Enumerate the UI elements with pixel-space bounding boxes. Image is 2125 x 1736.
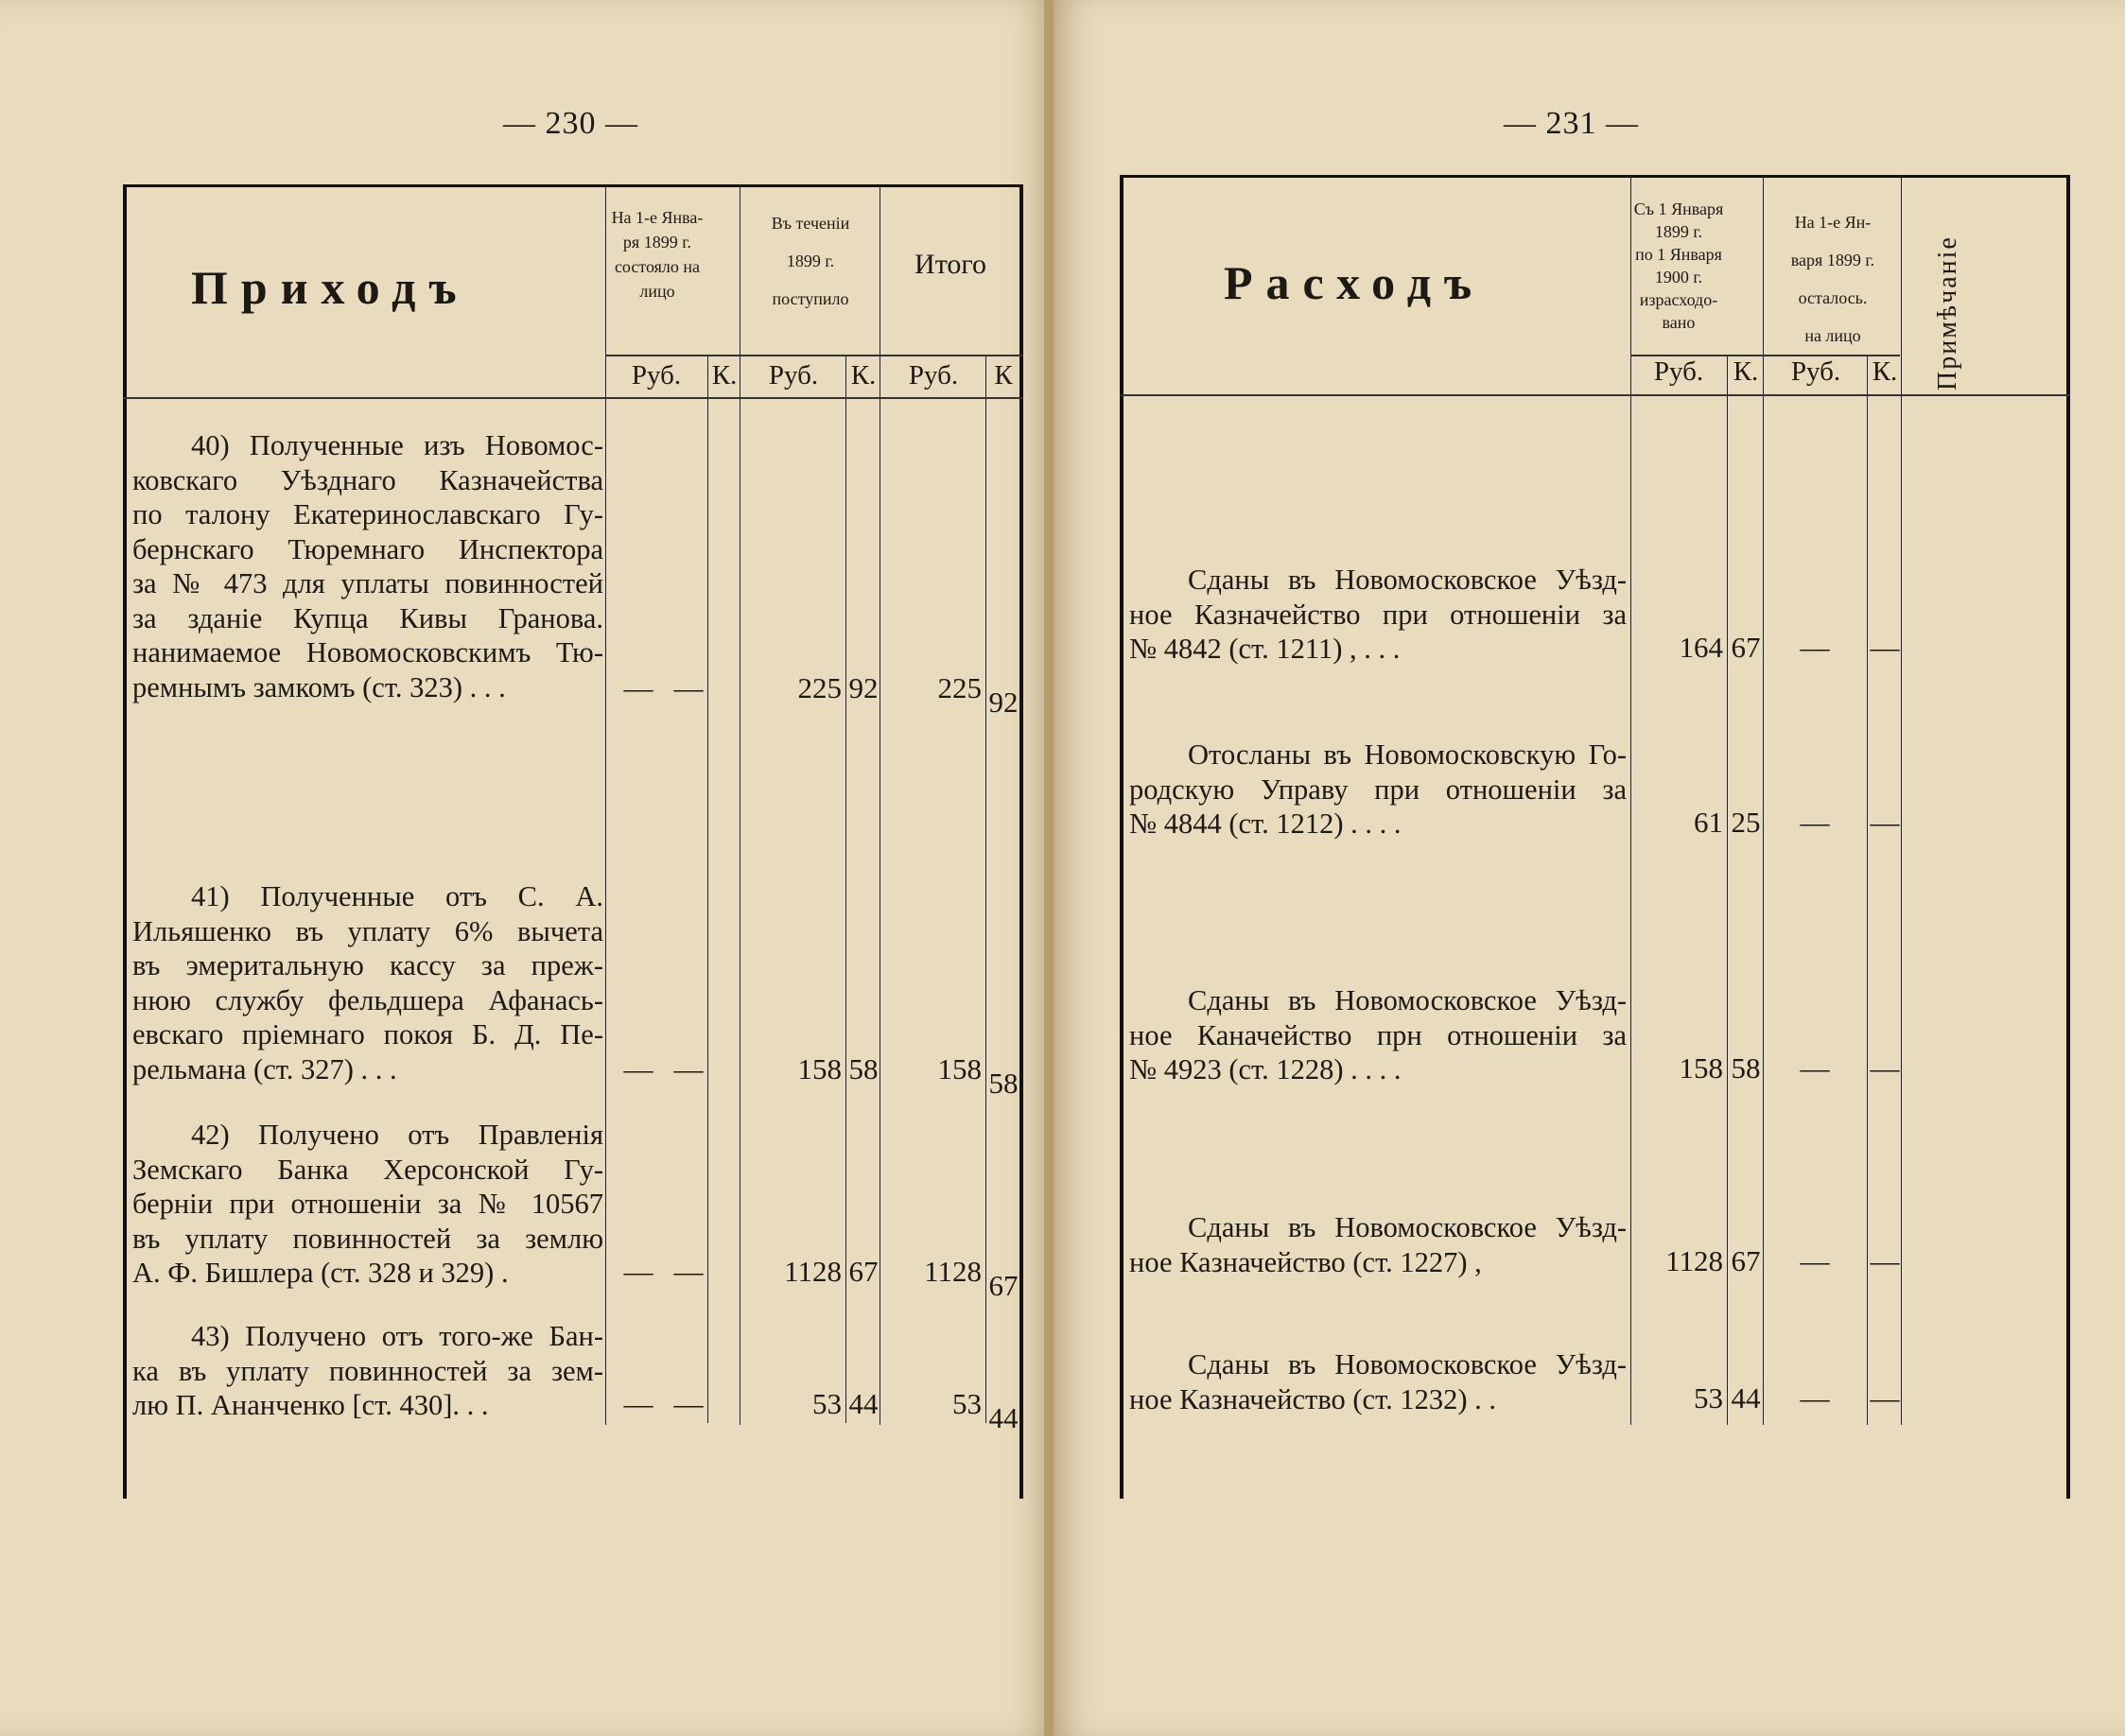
header-col3: Итого xyxy=(914,249,986,280)
unit-rub: Руб. xyxy=(908,360,959,391)
table-top-rule xyxy=(1120,175,2070,178)
list-item: Отосланы въ Новомосковскую Го- родскую Управу при отношеніи за № 4844 (ст. 1212) . . . . xyxy=(1129,738,1627,840)
amount-kop: 58 xyxy=(1731,1051,1761,1085)
total-rub: 1128 xyxy=(924,1255,982,1288)
amount-kop: 67 xyxy=(1731,1244,1761,1277)
col-divider xyxy=(985,355,986,1423)
dash: — xyxy=(1800,806,1830,839)
list-item: 43) Получено отъ того-же Бан- ка въ уплату повинностей за зем- лю П. Ананченко [ст. 430]. . . xyxy=(132,1320,603,1421)
dash: — xyxy=(623,1255,653,1288)
amount-rub: 53 xyxy=(1694,1381,1723,1415)
dash: — xyxy=(1870,1381,1900,1415)
expense-table xyxy=(1120,175,2070,1499)
total-rub: 53 xyxy=(952,1387,982,1420)
list-item: Сданы въ Новомосковское Уѣзд- ное Казначейство при отношеніи за № 4842 (ст. 1211) , . . . xyxy=(1129,564,1627,665)
total-kop: 92 xyxy=(988,686,1019,719)
dash: — xyxy=(1870,1051,1900,1085)
table-top-rule xyxy=(123,184,1023,187)
page-number-left: — 230 — xyxy=(503,106,638,141)
dash: — xyxy=(623,1387,653,1420)
amount-rub: 164 xyxy=(1679,631,1723,664)
amount-kop: 58 xyxy=(848,1052,879,1085)
list-item: Сданы въ Новомосковское Уѣзд- ное Казначейство (ст. 1227) , xyxy=(1129,1211,1627,1278)
amount-kop: 44 xyxy=(1731,1381,1761,1415)
list-item: Сданы въ Новомосковское Уѣзд- ное Каначейство прн отношеніи за № 4923 (ст. 1228) . . . . xyxy=(1129,984,1627,1085)
dash: — xyxy=(673,1255,704,1288)
dash: — xyxy=(673,671,704,704)
table-title: Приходъ xyxy=(191,261,470,314)
dash: — xyxy=(623,1052,653,1085)
border-left xyxy=(1120,175,1123,1499)
total-kop: 58 xyxy=(988,1067,1019,1100)
header-col2: Въ теченіи 1899 г. поступило xyxy=(771,214,850,308)
dash: — xyxy=(673,1387,704,1420)
border-left xyxy=(123,184,127,1499)
amount-rub: 1128 xyxy=(784,1255,842,1288)
unit-rub: Руб. xyxy=(1653,356,1704,387)
table-title: Расходъ xyxy=(1224,256,1486,309)
amount-rub: 158 xyxy=(1679,1051,1723,1085)
dash: — xyxy=(1800,1381,1830,1415)
dash: — xyxy=(623,671,653,704)
amount-rub: 53 xyxy=(812,1387,842,1420)
amount-kop: 67 xyxy=(848,1255,879,1288)
total-kop: 44 xyxy=(988,1401,1019,1434)
dash: — xyxy=(1870,631,1900,664)
unit-rub: Руб. xyxy=(1790,356,1841,387)
header-col1: На 1-е Янва- ря 1899 г. состояло на лицо xyxy=(611,208,704,301)
border-right xyxy=(2066,175,2070,1499)
amount-kop: 92 xyxy=(848,671,879,704)
dash: — xyxy=(1800,631,1830,664)
unit-kop: К xyxy=(994,360,1013,391)
header-col2: На 1-е Ян- варя 1899 г. осталось. на лицо xyxy=(1790,213,1875,345)
amount-kop: 44 xyxy=(848,1387,879,1420)
unit-kop: К. xyxy=(1872,356,1898,387)
header-bottom-rule xyxy=(123,397,1023,399)
col-divider xyxy=(1901,175,1902,1425)
amount-rub: 61 xyxy=(1694,806,1723,839)
amount-rub: 158 xyxy=(797,1052,842,1085)
list-item: 42) Получено отъ Правленія Земскаго Банка Херсонской Гу- берніи при отношеніи за № 10567 въ уплату повинностей за землю А. Ф. Бишлера (ст. 328 и 329) . xyxy=(132,1119,603,1289)
total-kop: 67 xyxy=(988,1269,1019,1302)
right-page xyxy=(1054,0,2125,1736)
col-divider xyxy=(707,355,708,1423)
dash: — xyxy=(1870,1244,1900,1277)
dash: — xyxy=(673,1052,704,1085)
amount-rub: 225 xyxy=(797,671,842,704)
list-item: 41) Полученные отъ С. А. Ильяшенко въ уплату 6% вычета въ эмеритальную кассу за преж- нюю службу фельдшера Афанась- евскаго пріемнаго покоя Б. Д. Пе- рельмана (ст. 327) . . . xyxy=(132,880,603,1085)
dash: — xyxy=(1870,806,1900,839)
dash: — xyxy=(1800,1244,1830,1277)
left-page xyxy=(0,0,1052,1736)
header-bottom-rule xyxy=(1120,394,2070,396)
unit-kop: К. xyxy=(711,360,738,391)
total-rub: 225 xyxy=(937,671,982,704)
amount-kop: 67 xyxy=(1731,631,1761,664)
total-rub: 158 xyxy=(937,1052,982,1085)
list-item: 40) Полученные изъ Новомос- ковскаго Уѣзднаго Казначейства по талону Екатеринославскаго Гу- бернскаго Тюремнаго Инспектора за № 473 для уплаты повинностей за зданіе Купца Кивы Гранова. нанимаемое Новомосковскимъ Тю- ремнымъ замкомъ (ст. 323) . . . xyxy=(132,429,603,703)
amount-kop: 25 xyxy=(1731,806,1761,839)
header-col3: Примѣчаніе xyxy=(1933,235,1962,391)
list-item: Сданы въ Новомосковское Уѣзд- ное Казначейство (ст. 1232) . . xyxy=(1129,1348,1627,1415)
unit-kop: К. xyxy=(1733,356,1759,387)
unit-kop: К. xyxy=(850,360,877,391)
border-right xyxy=(1019,184,1023,1499)
unit-rub: Руб. xyxy=(631,360,682,391)
header-col1: Съ 1 Января 1899 г. по 1 Января 1900 г. израсходо- вано xyxy=(1633,200,1724,332)
header-subrule xyxy=(605,355,1023,356)
amount-rub: 1128 xyxy=(1665,1244,1723,1277)
unit-rub: Руб. xyxy=(768,360,819,391)
dash: — xyxy=(1800,1051,1830,1085)
page-number-right: — 231 — xyxy=(1504,106,1639,141)
income-table xyxy=(123,184,1023,1499)
